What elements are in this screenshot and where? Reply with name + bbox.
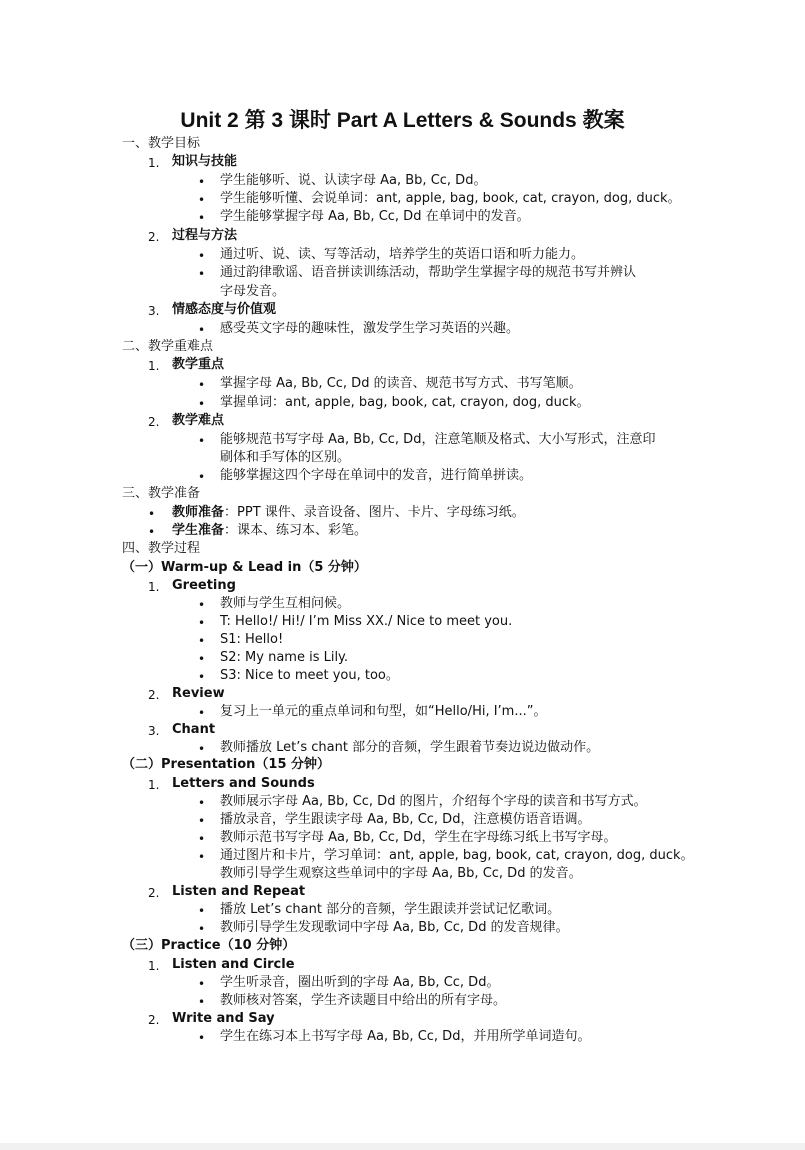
- subheading-process-method: 过程与方法: [172, 228, 238, 243]
- list-item: T: Hello!/ Hi!/ I’m Miss XX./ Nice to meet you.: [220, 614, 513, 629]
- bullet: •: [198, 323, 206, 337]
- subheading-attitude-values: 情感态度与价值观: [172, 302, 277, 317]
- prep-student: [172, 523, 367, 539]
- bullet: •: [198, 434, 206, 448]
- list-item: 能够掌握这四个字母在单词中的发音，进行简单拼读。: [220, 468, 533, 483]
- bullet: •: [198, 922, 206, 936]
- list-item: 教师引导学生发现歌词中字母 Aa, Bb, Cc, Dd 的发音规律。: [220, 920, 569, 935]
- bullet: •: [198, 598, 206, 612]
- subheading-knowledge-skills: 知识与技能: [172, 154, 238, 169]
- list-number: 1.: [148, 156, 160, 170]
- subheading-listen-circle: Listen and Circle: [172, 957, 295, 972]
- list-item: 学生在练习本上书写字母 Aa, Bb, Cc, Dd，并用所学单词造句。: [220, 1029, 591, 1044]
- list-item: 复习上一单元的重点单词和句型，如“Hello/Hi, I’m...”。: [220, 704, 547, 719]
- prep-student-text: ：课本、练习本、彩笔。: [224, 523, 368, 538]
- list-number: 3.: [148, 304, 160, 318]
- list-item: 教师示范书写字母 Aa, Bb, Cc, Dd，学生在字母练习纸上书写字母。: [220, 830, 617, 845]
- list-number: 1.: [148, 359, 160, 373]
- list-item: 掌握字母 Aa, Bb, Cc, Dd 的读音、规范书写方式、书写笔顺。: [220, 376, 582, 391]
- list-item: 学生能够听懂、会说单词：ant, apple, bag, book, cat, crayon, dog, duck。: [220, 191, 681, 206]
- list-item-continuation: 字母发音。: [220, 284, 286, 299]
- subheading-greeting: Greeting: [172, 578, 236, 593]
- list-number: 2.: [148, 230, 160, 244]
- subheading-review: Review: [172, 686, 225, 701]
- list-item: S3: Nice to meet you, too。: [220, 668, 399, 683]
- list-item: 学生听录音，圈出听到的字母 Aa, Bb, Cc, Dd。: [220, 975, 500, 990]
- list-item-continuation: 教师引导学生观察这些单词中的字母 Aa, Bb, Cc, Dd 的发音。: [220, 866, 582, 881]
- list-number: 2.: [148, 886, 160, 900]
- bullet: •: [198, 634, 206, 648]
- subheading-letters-sounds: Letters and Sounds: [172, 776, 315, 791]
- bullet: •: [198, 267, 206, 281]
- list-item: 通过听、说、读、写等活动，培养学生的英语口语和听力能力。: [220, 247, 585, 262]
- bullet: •: [198, 249, 206, 263]
- list-item: 教师展示字母 Aa, Bb, Cc, Dd 的图片，介绍每个字母的读音和书写方式。: [220, 794, 647, 809]
- bullet: •: [198, 175, 206, 189]
- list-number: 2.: [148, 688, 160, 702]
- list-item: 教师播放 Let’s chant 部分的音频，学生跟着节奏边说边做动作。: [220, 740, 600, 755]
- prep-student-label: 学生准备: [172, 523, 225, 538]
- list-item: 播放录音，学生跟读字母 Aa, Bb, Cc, Dd，注意模仿语音语调。: [220, 812, 591, 827]
- phase-heading-warmup: （一）Warm-up & Lead in（5 分钟）: [122, 560, 367, 575]
- list-item: S2: My name is Lily.: [220, 650, 349, 665]
- subheading-key-points: 教学重点: [172, 357, 225, 372]
- list-number: 2.: [148, 415, 160, 429]
- subheading-difficult-points: 教学难点: [172, 413, 225, 428]
- bullet: •: [198, 814, 206, 828]
- bullet: •: [198, 211, 206, 225]
- bullet: •: [198, 742, 206, 756]
- list-item: 播放 Let’s chant 部分的音频，学生跟读并尝试记忆歌词。: [220, 902, 561, 917]
- bullet: •: [148, 507, 156, 521]
- list-number: 1.: [148, 580, 160, 594]
- subheading-write-say: Write and Say: [172, 1011, 275, 1026]
- list-item: 能够规范书写字母 Aa, Bb, Cc, Dd，注意笔顺及格式、大小写形式，注意印: [220, 432, 656, 447]
- phase-heading-presentation: （二）Presentation（15 分钟）: [122, 757, 331, 772]
- bullet: •: [198, 470, 206, 484]
- bullet: •: [198, 1031, 206, 1045]
- section-heading-goals: 一、教学目标: [122, 136, 201, 151]
- bullet: •: [198, 706, 206, 720]
- prep-teacher: [172, 505, 525, 521]
- list-item: 通过图片和卡片，学习单词：ant, apple, bag, book, cat, crayon, dog, duck。: [220, 848, 694, 863]
- subheading-listen-repeat: Listen and Repeat: [172, 884, 306, 899]
- list-item: 通过韵律歌谣、语音拼读训练活动，帮助学生掌握字母的规范书写并辨认: [220, 265, 637, 280]
- list-number: 1.: [148, 959, 160, 973]
- bullet: •: [198, 652, 206, 666]
- bullet: •: [198, 832, 206, 846]
- list-item: 学生能够掌握字母 Aa, Bb, Cc, Dd 在单词中的发音。: [220, 209, 530, 224]
- list-item: 学生能够听、说、认读字母 Aa, Bb, Cc, Dd。: [220, 173, 487, 188]
- phase-heading-practice: （三）Practice（10 分钟）: [122, 938, 296, 953]
- section-heading-key-points: 二、教学重难点: [122, 339, 214, 354]
- bullet: •: [198, 850, 206, 864]
- section-heading-preparation: 三、教学准备: [122, 486, 201, 501]
- bullet: •: [198, 193, 206, 207]
- bullet: •: [198, 616, 206, 630]
- bullet: •: [198, 397, 206, 411]
- bullet: •: [198, 995, 206, 1009]
- prep-teacher-label: 教师准备: [172, 505, 225, 520]
- bullet: •: [198, 796, 206, 810]
- bullet: •: [198, 904, 206, 918]
- list-number: 1.: [148, 778, 160, 792]
- list-item: 掌握单词：ant, apple, bag, book, cat, crayon, dog, duck。: [220, 395, 590, 410]
- list-number: 2.: [148, 1013, 160, 1027]
- bullet: •: [198, 977, 206, 991]
- document-title: Unit 2 第 3 课时 Part A Letters & Sounds 教案: [180, 109, 625, 132]
- bullet: •: [198, 378, 206, 392]
- list-item: 教师与学生互相问候。: [220, 596, 351, 611]
- list-item: 教师核对答案，学生齐读题目中给出的所有字母。: [220, 993, 507, 1008]
- list-item: S1: Hello!: [220, 632, 284, 647]
- list-item-continuation: 刷体和手写体的区别。: [220, 450, 351, 465]
- bullet: •: [198, 670, 206, 684]
- prep-teacher-text: ：PPT 课件、录音设备、图片、卡片、字母练习纸。: [224, 505, 525, 520]
- section-heading-process: 四、教学过程: [122, 541, 201, 556]
- list-item: 感受英文字母的趣味性，激发学生学习英语的兴趣。: [220, 321, 520, 336]
- list-number: 3.: [148, 724, 160, 738]
- subheading-chant: Chant: [172, 722, 216, 737]
- bullet: •: [148, 525, 156, 539]
